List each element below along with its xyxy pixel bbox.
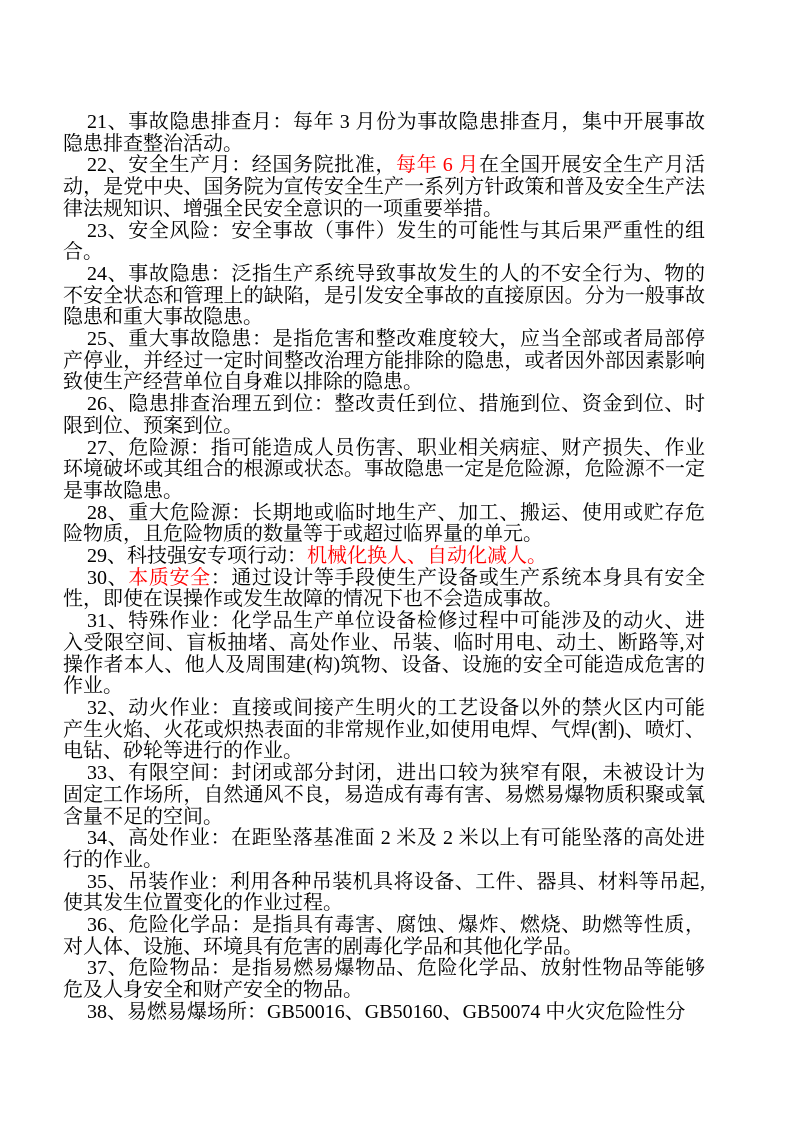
paragraph-35 xyxy=(63,872,705,915)
paragraph-21 xyxy=(63,112,705,155)
text-segment: 29、科技强安专项行动： xyxy=(87,545,307,568)
paragraph-24 xyxy=(63,264,705,329)
text-segment: 37、危险物品：是指易燃易爆物品、危险化学品、放射性物品等能够危及人身安全和财产安全的物品。 xyxy=(63,957,705,1002)
paragraph-32 xyxy=(63,698,705,763)
paragraph-36 xyxy=(63,915,705,958)
text-segment: 22、安全生产月：经国务院批准， xyxy=(87,154,396,177)
text-segment: 在全国开展安全生产月活动，是党中央、国务院为宣传安全生产一系列方针政策和普及安全生产法律法规知识、增强全民安全意识的一项重要举措。 xyxy=(63,154,706,220)
text-segment: 26、隐患排查治理五到位：整改责任到位、措施到位、资金到位、时限到位、预案到位。 xyxy=(63,393,705,437)
highlighted-text: 每年 6 月 xyxy=(396,154,479,177)
paragraph-23 xyxy=(63,221,705,264)
paragraph-37 xyxy=(63,958,705,1001)
text-segment: 23、安全风险：安全事故（事件）发生的可能性与其后果严重性的组合。 xyxy=(63,219,705,264)
text-segment: 31、特殊作业：化学品生产单位设备检修过程中可能涉及的动火、进入受限空间、盲板抽堵、高处作业、吊装、临时用电、动土、断路等,对操作者本人、他人及周围建(构)筑物、设备、设施的安全可能造成危害的作业。 xyxy=(63,610,705,698)
text-segment: 28、重大危险源：长期地或临时地生产、加工、搬运、使用或贮存危险物质，且危险物质的数量等于或超过临界量的单元。 xyxy=(63,501,705,546)
paragraph-28 xyxy=(63,503,705,546)
document-body xyxy=(63,112,705,1024)
text-segment: 24、事故隐患：泛指生产系统导致事故发生的人的不安全行为、物的不安全状态和管理上的缺陷，是引发安全事故的直接原因。分为一般事故隐患和重大事故隐患。 xyxy=(63,262,705,329)
text-segment: 21、事故隐患排查月：每年 3 月份为事故隐患排查月，集中开展事故隐患排查整治活动。 xyxy=(63,111,705,155)
text-segment: 32、动火作业：直接或间接产生明火的工艺设备以外的禁火区内可能产生火焰、火花或炽热表面的非常规作业,如使用电焊、气焊(割)、喷灯、电钻、砂轮等进行的作业。 xyxy=(63,696,705,763)
text-segment: ：通过设计等手段使生产设备或生产系统本身具有安全性，即使在误操作或发生故障的情况下也不会造成事故。 xyxy=(63,566,706,611)
text-segment: 36、危险化学品：是指具有毒害、腐蚀、爆炸、燃烧、助燃等性质，对人体、设施、环境具有危害的剧毒化学品和其他化学品。 xyxy=(63,914,705,958)
paragraph-27 xyxy=(63,438,705,503)
text-segment: 38、易燃易爆场所：GB50016、GB50160、GB50074 中火灾危险性分 xyxy=(87,1000,686,1023)
text-segment: 34、高处作业：在距坠落基准面 2 米及 2 米以上有可能坠落的高处进行的作业。 xyxy=(63,827,705,871)
paragraph-30 xyxy=(63,568,705,611)
highlighted-text: 本质安全 xyxy=(128,566,211,589)
highlighted-text: 机械化换人、自动化减人。 xyxy=(307,545,547,568)
text-segment: 25、重大事故隐患：是指危害和整改难度较大，应当全部或者局部停产停业，并经过一定时间整改治理方能排除的隐患，或者因外部因素影响致使生产经营单位自身难以排除的隐患。 xyxy=(63,328,705,394)
text-segment: 35、吊装作业：利用各种吊装机具将设备、工件、器具、材料等吊起,使其发生位置变化的作业过程。 xyxy=(63,870,705,915)
text-segment: 27、危险源：指可能造成人员伤害、职业相关病症、财产损失、作业环境破坏或其组合的根源或状态。事故隐患一定是危险源，危险源不一定是事故隐患。 xyxy=(63,436,705,502)
paragraph-38 xyxy=(63,1002,705,1024)
text-segment: 30、 xyxy=(87,566,129,589)
text-segment: 33、有限空间：封闭或部分封闭，进出口较为狭窄有限，未被设计为固定工作场所，自然通风不良，易造成有毒有害、易燃易爆物质积聚或氧含量不足的空间。 xyxy=(63,762,705,828)
paragraph-33 xyxy=(63,763,705,828)
paragraph-31 xyxy=(63,611,705,698)
paragraph-34 xyxy=(63,828,705,871)
paragraph-29 xyxy=(63,546,705,568)
paragraph-25 xyxy=(63,329,705,394)
paragraph-22 xyxy=(63,155,705,220)
paragraph-26 xyxy=(63,394,705,437)
